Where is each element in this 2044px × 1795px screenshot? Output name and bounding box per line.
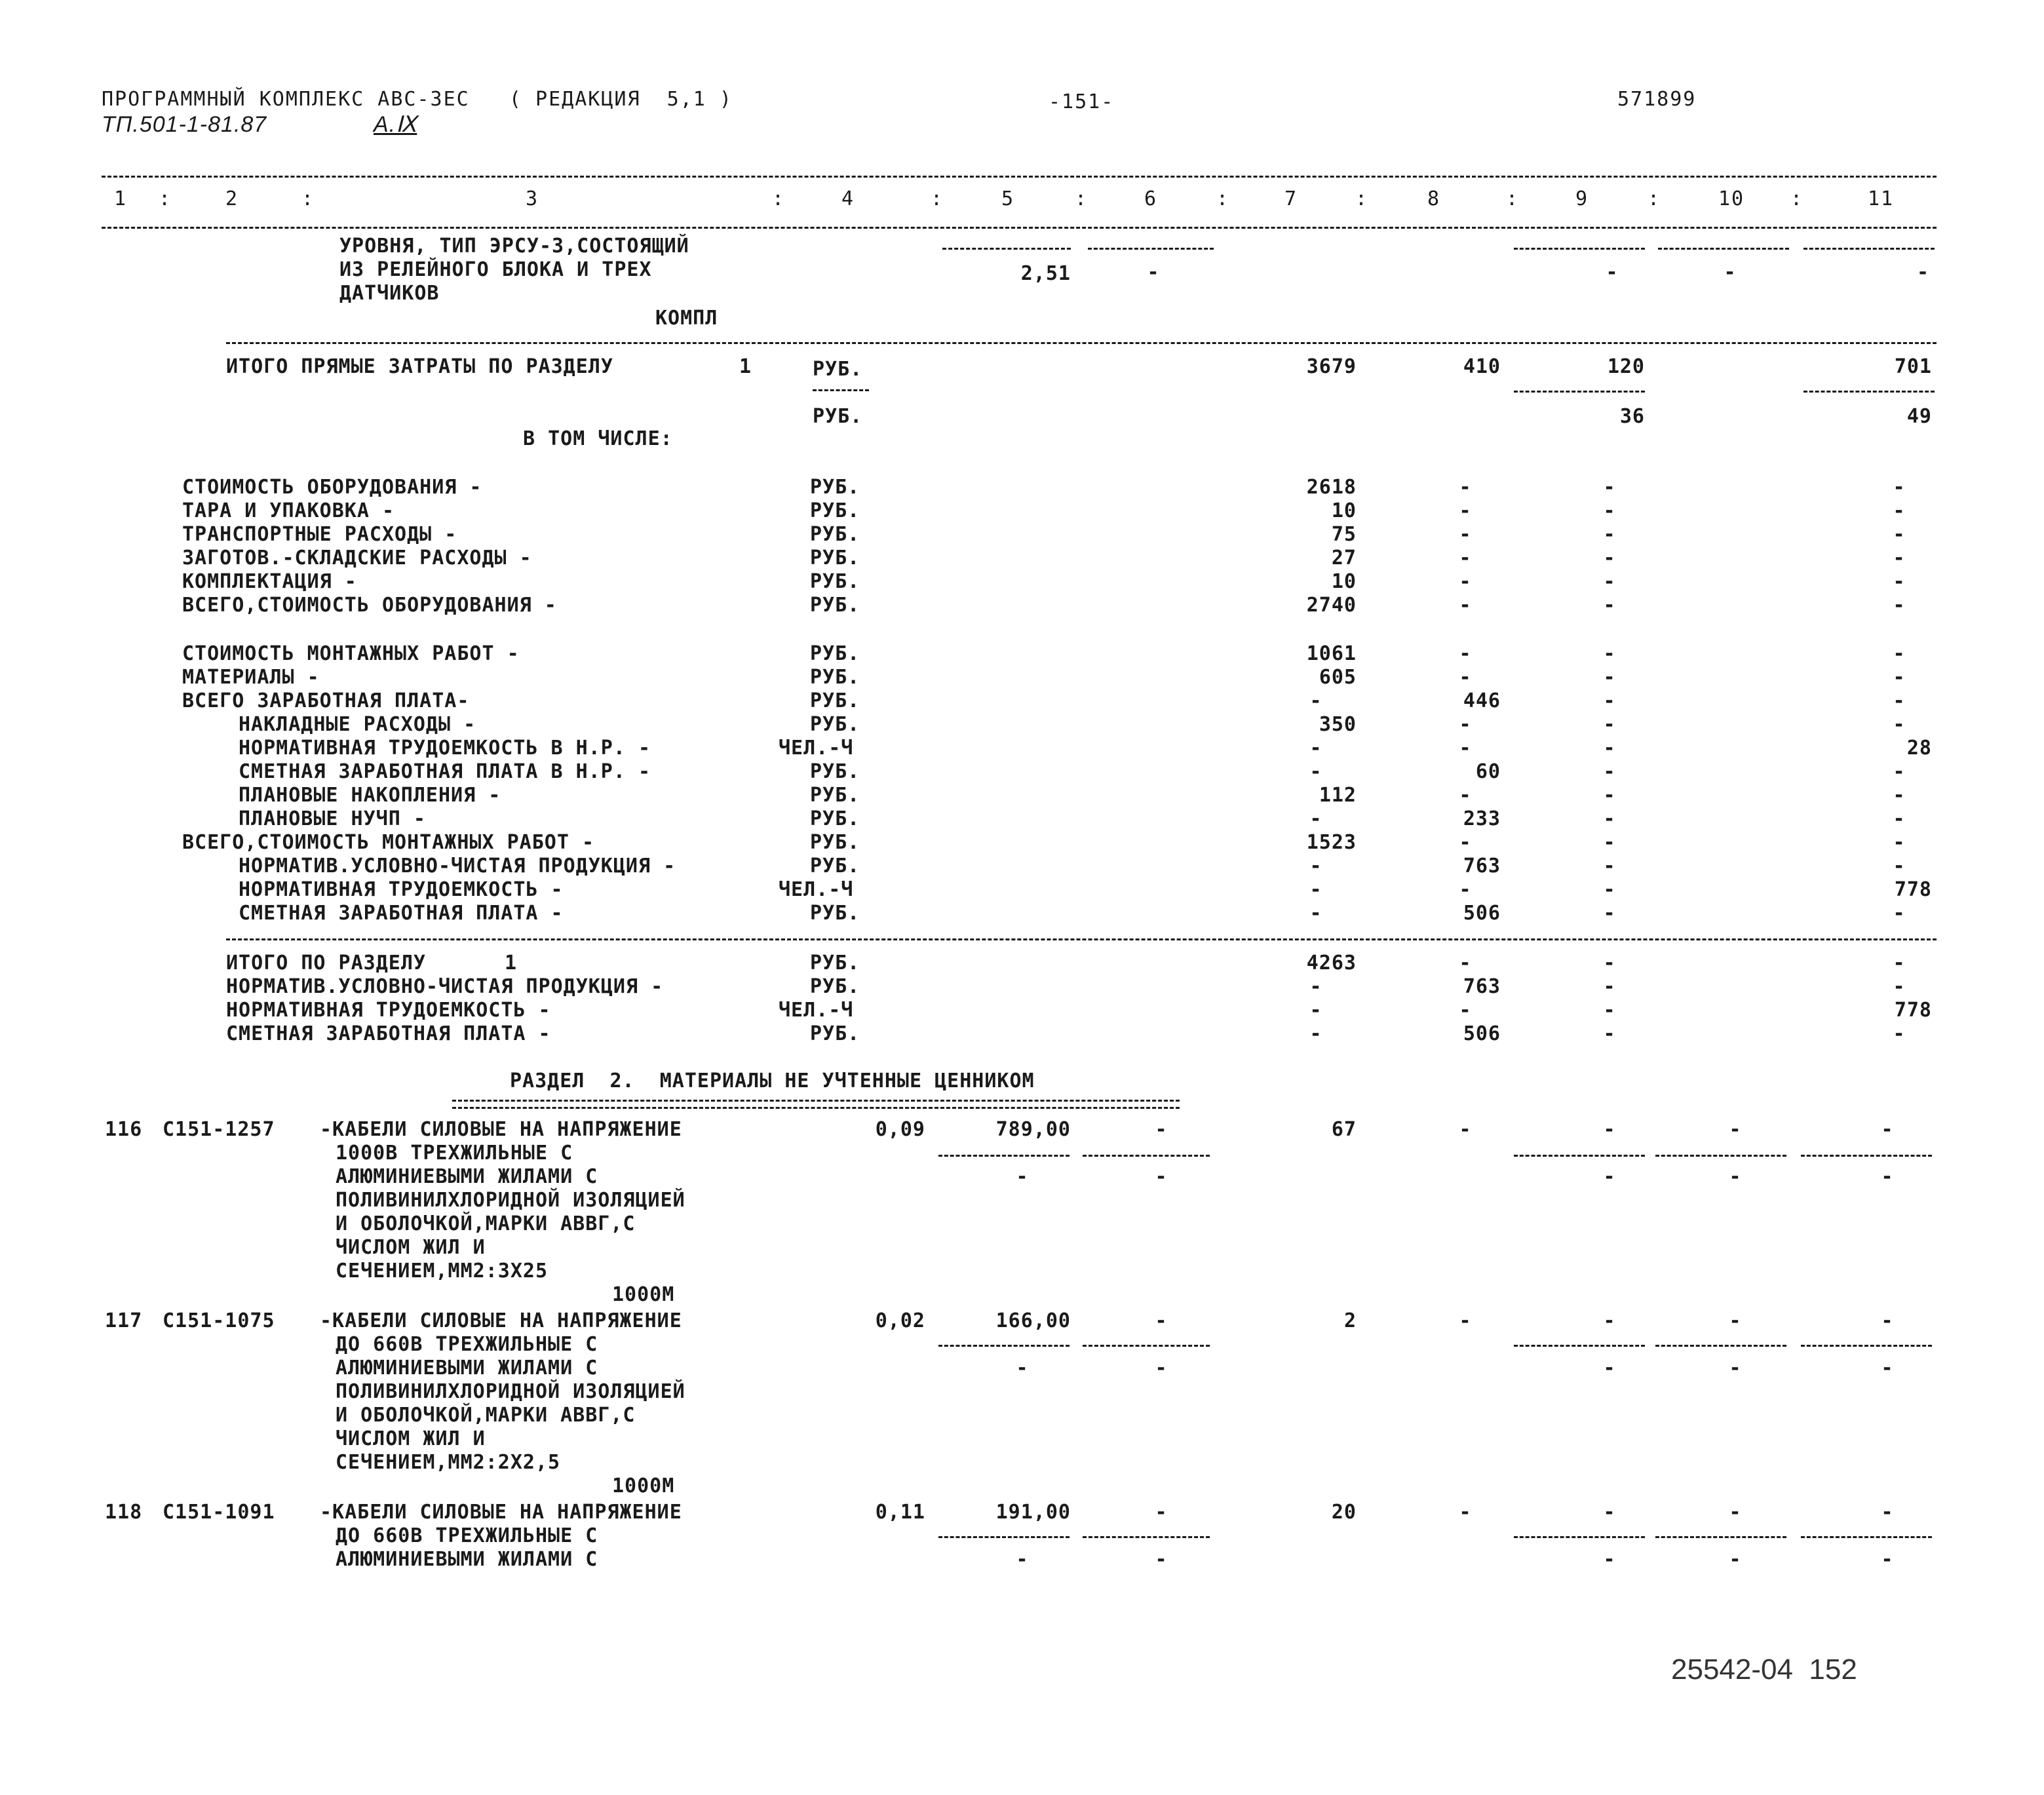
item-c5: 789,00 (995, 1118, 1071, 1141)
row-c11: - (1893, 689, 1906, 712)
col-1: 1 (113, 187, 128, 210)
row-c9: - (1603, 807, 1616, 830)
col-11: 11 (1867, 187, 1895, 210)
cell-rule (1655, 1536, 1786, 1538)
cell-rule (1083, 1345, 1210, 1347)
row-c8: - (1459, 999, 1472, 1022)
item-line: ЧИСЛОМ ЖИЛ И (336, 1427, 486, 1450)
row-unit: РУБ. (810, 855, 860, 878)
row-c9: - (1603, 689, 1616, 712)
album-number: А.Ⅸ (374, 112, 417, 137)
item-line: ДО 660В ТРЕХЖИЛЬНЫЕ С (336, 1333, 598, 1356)
cell-rule (938, 1155, 1070, 1157)
col-6: 6 (1144, 187, 1158, 210)
cell-rule (1083, 1536, 1210, 1538)
row-label: ИТОГО ПО РАЗДЕЛУ (226, 952, 426, 975)
cell-rule (1803, 391, 1935, 393)
row-c11: 778 (1894, 878, 1932, 901)
row-c7: - (1309, 999, 1322, 1022)
row-c11: - (1893, 666, 1906, 689)
item-c4: 0,11 (875, 1501, 925, 1524)
col-sep: : (1216, 187, 1230, 210)
row-c9: - (1603, 878, 1616, 901)
row-c8: - (1459, 878, 1472, 901)
item-c8: - (1459, 1501, 1472, 1524)
row-c9: - (1603, 902, 1616, 925)
item-line: -КАБЕЛИ СИЛОВЫЕ НА НАПРЯЖЕНИЕ (320, 1501, 682, 1524)
total-direct-c11: 701 (1894, 355, 1932, 378)
row-num: 1 (505, 952, 518, 975)
item-c7: 2 (1343, 1309, 1357, 1332)
row-label: ТАРА И УПАКОВКА - (182, 499, 395, 522)
cell-rule (1514, 1345, 1645, 1347)
total-direct-num: 1 (739, 355, 752, 378)
item-unit: 1000М (612, 1475, 675, 1497)
row-c7: 75 (1331, 523, 1357, 546)
item-c10: - (1729, 1309, 1742, 1332)
cell-rule (1801, 1536, 1932, 1538)
row-c7: 1523 (1306, 831, 1357, 854)
row-unit: РУБ. (810, 476, 860, 499)
col-sep: : (1355, 187, 1369, 210)
row-c7: 10 (1331, 499, 1357, 522)
row-c7: 605 (1319, 666, 1357, 689)
row-c11: - (1893, 476, 1906, 499)
row-label: СТОИМОСТЬ МОНТАЖНЫХ РАБОТ - (182, 642, 520, 665)
row-label: НОРМАТИВНАЯ ТРУДОЕМКОСТЬ - (239, 878, 564, 901)
row-unit: РУБ. (810, 523, 860, 546)
row-label: ЗАГОТОВ.-СКЛАДСКИЕ РАСХОДЫ - (182, 547, 532, 569)
row-c7: 27 (1331, 547, 1357, 569)
row-c8: 446 (1463, 689, 1501, 712)
item-b9: - (1603, 1165, 1616, 1188)
row-c11: - (1893, 570, 1906, 593)
row-c9: - (1603, 999, 1616, 1022)
row-c9: - (1603, 855, 1616, 878)
row-unit: РУБ. (810, 760, 860, 783)
row-c7: - (1309, 855, 1322, 878)
row-c8: - (1459, 547, 1472, 569)
item-c6: - (1155, 1309, 1168, 1332)
row-c11: - (1893, 902, 1906, 925)
col-sep: : (931, 187, 944, 210)
cell-rule (1655, 1345, 1786, 1347)
cell-rule (1801, 1155, 1932, 1157)
item-c10: - (1729, 1118, 1742, 1141)
row-c7: - (1309, 737, 1322, 760)
item-code: С151-1091 (163, 1501, 275, 1524)
col-5: 5 (1001, 187, 1015, 210)
row-c8: - (1459, 784, 1472, 807)
row-c11: 28 (1906, 737, 1932, 760)
row-c7: 2618 (1306, 476, 1357, 499)
item-line: ЧИСЛОМ ЖИЛ И (336, 1236, 486, 1259)
item-b10: - (1729, 1548, 1742, 1571)
row-c9: - (1603, 1022, 1616, 1045)
header-bottom-rule (102, 227, 1937, 229)
row-unit: ЧЕЛ.-Ч (779, 878, 854, 901)
row-c7: 1061 (1306, 642, 1357, 665)
row-c9: - (1603, 975, 1616, 998)
item-line: УРОВНЯ, ТИП ЭРСУ-3,СОСТОЯЩИЙ (339, 235, 689, 258)
item-line: И ОБОЛОЧКОЙ,МАРКИ АВВГ,С (336, 1404, 636, 1427)
row-label: СМЕТНАЯ ЗАРАБОТНАЯ ПЛАТА В Н.Р. - (239, 760, 651, 783)
row-label: СТОИМОСТЬ ОБОРУДОВАНИЯ - (182, 476, 482, 499)
item-c8: - (1459, 1309, 1472, 1332)
row-c11: - (1893, 831, 1906, 854)
total-direct-unit2: РУБ. (813, 405, 863, 428)
item-c7: 67 (1331, 1118, 1357, 1141)
row-unit: ЧЕЛ.-Ч (779, 999, 854, 1022)
row-c11: - (1893, 807, 1906, 830)
row-c7: - (1309, 975, 1322, 998)
including-label: В ТОМ ЧИСЛЕ: (523, 427, 673, 450)
item-b11: - (1881, 1165, 1894, 1188)
row-c7: 350 (1319, 713, 1357, 736)
col-sep: : (1648, 187, 1661, 210)
row-c11: - (1893, 784, 1906, 807)
row-label: ПЛАНОВЫЕ НУЧП - (239, 807, 426, 830)
row-label: ПЛАНОВЫЕ НАКОПЛЕНИЯ - (239, 784, 501, 807)
section-rule (226, 342, 1937, 344)
cell-rule (1658, 248, 1789, 250)
row-unit: РУБ. (810, 666, 860, 689)
col-9: 9 (1575, 187, 1589, 210)
item-b11: - (1881, 1357, 1894, 1380)
col-8: 8 (1427, 187, 1441, 210)
item-code: С151-1257 (163, 1118, 275, 1141)
item-c11: - (1881, 1309, 1894, 1332)
item-c9: - (1603, 1309, 1616, 1332)
document-code: 571899 (1617, 88, 1697, 111)
row-label: ВСЕГО,СТОИМОСТЬ ОБОРУДОВАНИЯ - (182, 594, 557, 617)
row-unit: РУБ. (810, 713, 860, 736)
row-c7: - (1309, 689, 1322, 712)
row-unit: РУБ. (810, 831, 860, 854)
row-c8: - (1459, 570, 1472, 593)
row-c9: - (1603, 713, 1616, 736)
row-unit: РУБ. (810, 642, 860, 665)
cell-rule (938, 1345, 1070, 1347)
item-b6: - (1155, 1357, 1168, 1380)
item-line: -КАБЕЛИ СИЛОВЫЕ НА НАПРЯЖЕНИЕ (320, 1118, 682, 1141)
top-item-c9: - (1606, 261, 1619, 284)
total-direct-unit: РУБ. (813, 358, 863, 381)
row-c9: - (1603, 523, 1616, 546)
item-c5: 191,00 (995, 1501, 1071, 1524)
cell-rule (1088, 248, 1214, 250)
row-c11: - (1893, 547, 1906, 569)
row-c11: - (1893, 594, 1906, 617)
col-sep: : (159, 187, 172, 210)
row-label: КОМПЛЕКТАЦИЯ - (182, 570, 357, 593)
row-c8: 60 (1475, 760, 1501, 783)
header-top-rule (102, 176, 1937, 178)
item-line: ПОЛИВИНИЛХЛОРИДНОЙ ИЗОЛЯЦИЕЙ (336, 1380, 685, 1403)
row-c8: 506 (1463, 902, 1501, 925)
row-c8: - (1459, 831, 1472, 854)
row-c11: - (1893, 855, 1906, 878)
row-c7: - (1309, 878, 1322, 901)
row-label: ТРАНСПОРТНЫЕ РАСХОДЫ - (182, 523, 457, 546)
row-label: СМЕТНАЯ ЗАРАБОТНАЯ ПЛАТА - (226, 1022, 551, 1045)
row-c7: 4263 (1306, 952, 1357, 975)
item-c9: - (1603, 1118, 1616, 1141)
item-line: ПОЛИВИНИЛХЛОРИДНОЙ ИЗОЛЯЦИЕЙ (336, 1189, 685, 1212)
item-line: 1000В ТРЕХЖИЛЬНЫЕ С (336, 1142, 573, 1165)
item-c11: - (1881, 1501, 1894, 1524)
section-rule (226, 938, 1937, 940)
row-c9: - (1603, 666, 1616, 689)
item-number: 116 (105, 1118, 143, 1141)
total-direct-c9b: 36 (1619, 405, 1645, 428)
item-line: АЛЮМИНИЕВЫМИ ЖИЛАМИ С (336, 1165, 598, 1188)
row-label: ВСЕГО,СТОИМОСТЬ МОНТАЖНЫХ РАБОТ - (182, 831, 595, 854)
top-item-c11: - (1916, 261, 1929, 284)
col-sep: : (1790, 187, 1804, 210)
row-label: МАТЕРИАЛЫ - (182, 666, 320, 689)
col-4: 4 (841, 187, 855, 210)
row-c8: - (1459, 666, 1472, 689)
row-c7: - (1309, 1022, 1322, 1045)
item-number: 118 (105, 1501, 143, 1524)
row-c9: - (1603, 831, 1616, 854)
program-title: ПРОГРАММНЫЙ КОМПЛЕКС АВС-3ЕС ( РЕДАКЦИЯ 5,1 ) (102, 88, 733, 111)
row-unit: РУБ. (810, 952, 860, 975)
cell-rule (1514, 248, 1645, 250)
cell-rule (1083, 1155, 1210, 1157)
item-line: И ОБОЛОЧКОЙ,МАРКИ АВВГ,С (336, 1212, 636, 1235)
row-c11: - (1893, 499, 1906, 522)
total-direct-label: ИТОГО ПРЯМЫЕ ЗАТРАТЫ ПО РАЗДЕЛУ (226, 355, 613, 378)
row-c8: 506 (1463, 1022, 1501, 1045)
total-direct-c7: 3679 (1306, 355, 1357, 378)
item-b9: - (1603, 1357, 1616, 1380)
row-c7: - (1309, 807, 1322, 830)
row-unit: РУБ. (810, 1022, 860, 1045)
item-line: -КАБЕЛИ СИЛОВЫЕ НА НАПРЯЖЕНИЕ (320, 1309, 682, 1332)
cell-rule (938, 1536, 1070, 1538)
row-label: ВСЕГО ЗАРАБОТНАЯ ПЛАТА- (182, 689, 470, 712)
row-unit: РУБ. (810, 570, 860, 593)
row-c11: - (1893, 975, 1906, 998)
row-c11: - (1893, 523, 1906, 546)
row-c8: - (1459, 642, 1472, 665)
row-c9: - (1603, 760, 1616, 783)
row-c7: 10 (1331, 570, 1357, 593)
col-10: 10 (1718, 187, 1745, 210)
item-line: АЛЮМИНИЕВЫМИ ЖИЛАМИ С (336, 1357, 598, 1380)
handwritten-note: 25542-04 152 (1671, 1653, 1857, 1686)
row-label: НОРМАТИВ.УСЛОВНО-ЧИСТАЯ ПРОДУКЦИЯ - (226, 975, 664, 998)
row-c9: - (1603, 737, 1616, 760)
row-c8: - (1459, 952, 1472, 975)
item-c6: - (1155, 1118, 1168, 1141)
cell-rule (813, 389, 869, 391)
item-c7: 20 (1331, 1501, 1357, 1524)
item-c8: - (1459, 1118, 1472, 1141)
top-item-c10: - (1724, 261, 1737, 284)
item-b10: - (1729, 1165, 1742, 1188)
row-unit: РУБ. (810, 902, 860, 925)
item-c4: 0,02 (875, 1309, 925, 1332)
row-c8: - (1459, 476, 1472, 499)
row-c8: - (1459, 499, 1472, 522)
item-line: СЕЧЕНИЕМ,ММ2:3Х25 (336, 1260, 549, 1283)
row-unit: РУБ. (810, 784, 860, 807)
section-2-underline (452, 1100, 1180, 1109)
cell-rule (1803, 248, 1935, 250)
row-c9: - (1603, 476, 1616, 499)
row-unit: РУБ. (810, 689, 860, 712)
row-c11: - (1893, 642, 1906, 665)
item-b5: - (1016, 1165, 1029, 1188)
row-c7: 112 (1319, 784, 1357, 807)
item-c11: - (1881, 1118, 1894, 1141)
row-c7: - (1309, 902, 1322, 925)
item-line: ДАТЧИКОВ (339, 282, 440, 305)
item-b6: - (1155, 1548, 1168, 1571)
item-b11: - (1881, 1548, 1894, 1571)
item-line: ИЗ РЕЛЕЙНОГО БЛОКА И ТРЕХ (339, 258, 652, 281)
row-c8: - (1459, 713, 1472, 736)
item-unit: КОМПЛ (655, 307, 718, 330)
row-c9: - (1603, 784, 1616, 807)
col-sep: : (301, 187, 315, 210)
total-direct-c11b: 49 (1906, 405, 1932, 428)
item-b6: - (1155, 1165, 1168, 1188)
row-c9: - (1603, 499, 1616, 522)
row-unit: РУБ. (810, 499, 860, 522)
row-c9: - (1603, 594, 1616, 617)
cell-rule (1514, 391, 1645, 393)
row-c7: - (1309, 760, 1322, 783)
row-label: НОРМАТИВ.УСЛОВНО-ЧИСТАЯ ПРОДУКЦИЯ - (239, 855, 676, 878)
top-item-c5: 2,51 (1020, 262, 1071, 285)
row-label: НАКЛАДНЫЕ РАСХОДЫ - (239, 713, 476, 736)
row-unit: РУБ. (810, 975, 860, 998)
row-label: СМЕТНАЯ ЗАРАБОТНАЯ ПЛАТА - (239, 902, 564, 925)
cell-rule (1514, 1155, 1645, 1157)
row-c9: - (1603, 642, 1616, 665)
item-line: СЕЧЕНИЕМ,ММ2:2Х2,5 (336, 1451, 561, 1474)
row-c11: - (1893, 1022, 1906, 1045)
col-sep: : (1506, 187, 1520, 210)
row-c8: - (1459, 594, 1472, 617)
col-sep: : (772, 187, 786, 210)
row-c11: 778 (1894, 999, 1932, 1022)
item-c9: - (1603, 1501, 1616, 1524)
row-c11: - (1893, 760, 1906, 783)
row-unit: РУБ. (810, 594, 860, 617)
item-c10: - (1729, 1501, 1742, 1524)
total-direct-c9: 120 (1607, 355, 1645, 378)
row-c8: 233 (1463, 807, 1501, 830)
item-unit: 1000М (612, 1283, 675, 1306)
item-number: 117 (105, 1309, 143, 1332)
cell-rule (942, 248, 1071, 250)
item-b5: - (1016, 1357, 1029, 1380)
item-line: АЛЮМИНИЕВЫМИ ЖИЛАМИ С (336, 1548, 598, 1571)
page-number: -151- (1049, 90, 1115, 113)
item-c6: - (1155, 1501, 1168, 1524)
cell-rule (1655, 1155, 1786, 1157)
item-b10: - (1729, 1357, 1742, 1380)
item-code: С151-1075 (163, 1309, 275, 1332)
row-unit: РУБ. (810, 807, 860, 830)
row-c8: 763 (1463, 855, 1501, 878)
row-label: НОРМАТИВНАЯ ТРУДОЕМКОСТЬ - (226, 999, 551, 1022)
row-c11: - (1893, 952, 1906, 975)
row-c8: - (1459, 523, 1472, 546)
item-line: ДО 660В ТРЕХЖИЛЬНЫЕ С (336, 1524, 598, 1547)
cell-rule (1801, 1345, 1932, 1347)
cell-rule (1514, 1536, 1645, 1538)
total-direct-c8: 410 (1463, 355, 1501, 378)
row-label: НОРМАТИВНАЯ ТРУДОЕМКОСТЬ В Н.Р. - (239, 737, 651, 760)
row-c7: 2740 (1306, 594, 1357, 617)
col-7: 7 (1284, 187, 1298, 210)
item-c4: 0,09 (875, 1118, 925, 1141)
item-b5: - (1016, 1548, 1029, 1571)
top-item-c6: - (1147, 261, 1160, 284)
row-unit: РУБ. (810, 547, 860, 569)
row-c9: - (1603, 952, 1616, 975)
row-c9: - (1603, 547, 1616, 569)
row-c9: - (1603, 570, 1616, 593)
col-sep: : (1075, 187, 1089, 210)
row-unit: ЧЕЛ.-Ч (779, 737, 854, 760)
col-2: 2 (225, 187, 239, 210)
project-number: ТП.501-1-81.87 (102, 112, 267, 137)
col-3: 3 (525, 187, 539, 210)
section-2-title: РАЗДЕЛ 2. МАТЕРИАЛЫ НЕ УЧТЕННЫЕ ЦЕННИКОМ (510, 1070, 1035, 1092)
row-c11: - (1893, 713, 1906, 736)
row-c8: - (1459, 737, 1472, 760)
item-b9: - (1603, 1548, 1616, 1571)
item-c5: 166,00 (995, 1309, 1071, 1332)
row-c8: 763 (1463, 975, 1501, 998)
